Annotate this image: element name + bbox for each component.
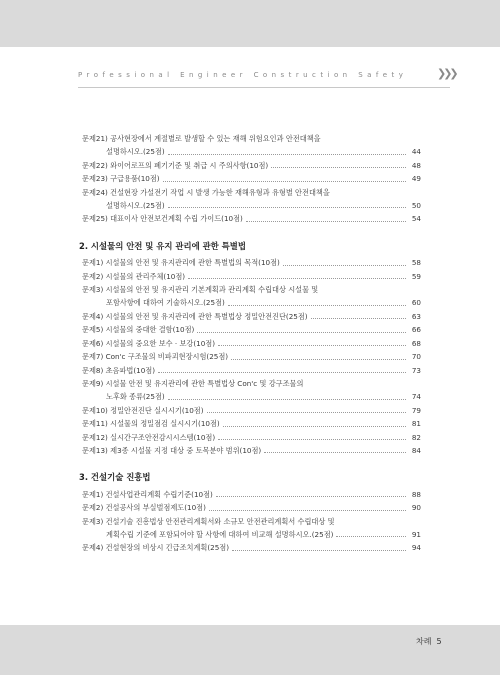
toc-entry-number: 문제9)	[82, 378, 104, 388]
toc-entry-title-continued: 포함사항에 대하여 기술하시오.(25점)	[106, 298, 225, 308]
toc-entry	[82, 417, 421, 430]
toc-entry-title-continued: 설명하시오.(25점)	[106, 147, 165, 157]
toc-entry-title: 시설물의 안전 및 유지관리 기본계획과 관리계획 수립대상 시설물 및	[105, 285, 319, 295]
toc-entry-line	[82, 323, 421, 336]
toc-page-number: 44	[411, 147, 421, 157]
toc-entry	[82, 310, 421, 323]
toc-entry-title: 건설사업관리계획 수립기준(10점)	[105, 489, 213, 499]
toc-entry-number: 문제8)	[82, 365, 104, 375]
toc-entry-title: 정밀안전진단 실시시기(10점)	[110, 405, 204, 415]
toc-entry-line	[82, 256, 421, 269]
toc-entry-title: Con'c 구조물의 비파괴현장시험(25점)	[105, 352, 229, 362]
section-spacer	[82, 457, 421, 471]
dot-leader	[188, 278, 406, 279]
toc-entry-line	[82, 159, 421, 172]
toc-entry-number: 문제4)	[82, 543, 104, 553]
toc-entry-title: 건설기술 진흥법상 안전관리계획서와 소규모 안전관리계획서 수립대상 및	[105, 516, 335, 526]
dot-leader	[216, 496, 406, 497]
toc-entry-title: 실시간구조안전감시시스템(10점)	[110, 432, 216, 442]
table-of-contents	[79, 132, 421, 555]
toc-entry-title-continued: 설명하시오.(25점)	[106, 201, 165, 211]
dot-leader	[246, 221, 406, 222]
toc-entry	[82, 323, 421, 336]
toc-entry-line	[82, 186, 421, 199]
toc-page-number: 94	[411, 543, 421, 553]
toc-entry	[82, 212, 421, 225]
toc-entry-number: 문제25)	[82, 214, 108, 224]
toc-sections	[79, 226, 421, 555]
toc-page-number: 73	[411, 365, 421, 375]
dot-leader	[336, 536, 406, 537]
toc-entry-line	[82, 296, 421, 309]
chevrons-right-icon: ❯❯❯	[437, 67, 456, 80]
toc-page-number: 90	[411, 503, 421, 513]
dot-leader	[228, 305, 406, 306]
toc-entry	[82, 350, 421, 363]
section-heading: 2. 시설물의 안전 및 유지 관리에 관한 특별법	[79, 240, 246, 251]
toc-entry-title: 와이어로프의 폐기기준 및 취급 시 주의사항(10점)	[110, 160, 269, 170]
toc-entry-line	[82, 390, 421, 403]
toc-entry-line	[82, 337, 421, 350]
toc-entry-title: 시설물의 안전 및 유지관리에 관한 특별법의 목적(10점)	[105, 258, 280, 268]
toc-entry-title: 구급용품(10점)	[110, 174, 160, 184]
toc-list-continued	[82, 132, 421, 226]
dot-leader	[218, 439, 406, 440]
toc-entry-line	[82, 132, 421, 145]
toc-entry-line	[82, 350, 421, 363]
toc-entry-number: 문제3)	[82, 285, 104, 295]
footer-gray-band	[0, 625, 500, 675]
toc-entry-title: 공사현장에서 계절별로 발생할 수 있는 재해 위험요인과 안전대책을	[110, 134, 321, 143]
toc-page-number: 79	[411, 405, 421, 415]
toc-entry	[82, 431, 421, 444]
dot-leader	[163, 181, 406, 182]
toc-entry-number: 문제1)	[82, 258, 104, 268]
toc-entry-number: 문제3)	[82, 516, 104, 526]
toc-entry-line	[82, 444, 421, 457]
toc-entry-title: 시설물 안전 및 유지관리에 관한 특별법상 Con'c 및 강구조물의	[105, 378, 304, 388]
dot-leader	[283, 265, 406, 266]
toc-entry-title: 시설물의 안전 및 유지관리에 관한 특별법상 정밀안전진단(25점)	[105, 311, 308, 321]
dot-leader	[311, 318, 406, 319]
toc-entry	[82, 404, 421, 417]
running-header-title: Professional Engineer Construction Safety	[78, 71, 408, 79]
dot-leader	[168, 399, 406, 400]
toc-entry-line	[82, 377, 421, 390]
toc-entry-line	[82, 199, 421, 212]
toc-entry-number: 문제13)	[82, 445, 108, 455]
toc-page-number: 50	[411, 201, 421, 211]
toc-entry-title: 시설물의 관리주체(10점)	[105, 271, 186, 281]
toc-entry	[82, 501, 421, 514]
dot-leader	[264, 452, 406, 453]
toc-entry-number: 문제10)	[82, 405, 108, 415]
dot-leader	[158, 372, 406, 373]
toc-entry-line	[82, 431, 421, 444]
dot-leader	[218, 345, 406, 346]
toc-entry-title: 대표이사 안전보건계획 수립 가이드(10점)	[110, 214, 243, 224]
toc-entry	[82, 337, 421, 350]
toc-entry	[82, 159, 421, 172]
toc-page-number: 81	[411, 419, 421, 429]
toc-entry	[82, 270, 421, 283]
toc-entry-number: 문제12)	[82, 432, 108, 442]
section-spacer	[82, 226, 421, 240]
toc-entry-line	[82, 310, 421, 323]
section-heading: 3. 건설기술 진흥법	[79, 472, 151, 483]
toc-entry-line	[82, 270, 421, 283]
toc-entry-number: 문제21)	[82, 134, 108, 143]
toc-entry-number: 문제2)	[82, 271, 104, 281]
toc-entry-line	[82, 283, 421, 296]
toc-page-number: 68	[411, 338, 421, 348]
toc-page-number: 54	[411, 214, 421, 224]
toc-page-number: 91	[411, 529, 421, 539]
toc-entry-line	[82, 488, 421, 501]
toc-entry-number: 문제24)	[82, 187, 108, 197]
toc-entry	[82, 541, 421, 554]
toc-entry-line	[82, 145, 421, 158]
toc-entry-number: 문제2)	[82, 503, 104, 513]
toc-page-number: 48	[411, 160, 421, 170]
toc-entry	[82, 444, 421, 457]
toc-entry-number: 문제5)	[82, 325, 104, 335]
dot-leader	[197, 332, 406, 333]
dot-leader	[168, 154, 406, 155]
page-footer	[416, 636, 442, 647]
toc-entry-number: 문제6)	[82, 338, 104, 348]
toc-entry	[82, 172, 421, 185]
dot-leader	[209, 510, 406, 511]
toc-entry-line	[82, 515, 421, 528]
toc-entry-number: 문제23)	[82, 174, 108, 184]
toc-page-number: 58	[411, 258, 421, 268]
top-gray-band	[0, 0, 500, 47]
toc-entry-line	[82, 212, 421, 225]
toc-entry-title: 초음파법(10점)	[105, 365, 156, 375]
footer-label: 차례	[416, 637, 432, 646]
toc-entry-title: 건설현장의 비상시 긴급조치계획(25점)	[105, 543, 230, 553]
toc-entry	[82, 364, 421, 377]
toc-page-number: 74	[411, 392, 421, 402]
toc-entry	[82, 515, 421, 542]
header-divider	[78, 87, 450, 88]
toc-entry-line	[82, 364, 421, 377]
toc-entry	[82, 132, 421, 159]
toc-entry	[82, 256, 421, 269]
toc-entry-line	[82, 528, 421, 541]
toc-entry-number: 문제1)	[82, 489, 104, 499]
toc-entry-title-continued: 노후화 종류(25점)	[106, 392, 165, 402]
dot-leader	[232, 550, 406, 551]
toc-entry-title: 시설물의 중대한 결함(10점)	[105, 325, 195, 335]
toc-page-number: 63	[411, 311, 421, 321]
toc-page-number: 66	[411, 325, 421, 335]
toc-entry-title: 제3종 시설물 지정 대상 중 토목분야 범위(10점)	[110, 445, 262, 455]
toc-entry-line	[82, 417, 421, 430]
toc-page-number: 60	[411, 298, 421, 308]
toc-entry-line	[82, 172, 421, 185]
dot-leader	[231, 359, 406, 360]
toc-entry-number: 문제11)	[82, 419, 108, 429]
toc-entry-number: 문제4)	[82, 311, 104, 321]
dot-leader	[207, 412, 406, 413]
toc-entry-line	[82, 501, 421, 514]
toc-entry	[82, 283, 421, 310]
toc-entry	[82, 488, 421, 501]
toc-entry-title: 건설공사의 부실벌점제도(10점)	[105, 503, 206, 513]
toc-entry-title: 시설물의 정밀점검 실시시기(10점)	[110, 419, 220, 429]
toc-entry-number: 문제7)	[82, 352, 104, 362]
toc-page-number: 59	[411, 271, 421, 281]
dot-leader	[223, 426, 406, 427]
toc-entry-number: 문제22)	[82, 160, 108, 170]
dot-leader	[168, 207, 406, 208]
toc-entry-line	[82, 541, 421, 554]
toc-page-number: 84	[411, 445, 421, 455]
toc-entry	[82, 377, 421, 404]
toc-entry	[82, 186, 421, 213]
toc-page-number: 70	[411, 352, 421, 362]
toc-entry-line	[82, 404, 421, 417]
footer-page-number: 5	[436, 637, 442, 646]
toc-entry-title: 시설물의 중요한 보수 · 보강(10점)	[105, 338, 216, 348]
toc-page-number: 88	[411, 489, 421, 499]
dot-leader	[271, 167, 406, 168]
toc-page-number: 82	[411, 432, 421, 442]
toc-entry-title: 건설현장 가설전기 작업 시 발생 가능한 재해유형과 유형별 안전대책을	[110, 187, 330, 197]
toc-entry-title-continued: 계획수립 기준에 포함되어야 할 사항에 대하여 비교해 설명하시오.(25점)	[106, 529, 334, 539]
toc-page-number: 49	[411, 174, 421, 184]
